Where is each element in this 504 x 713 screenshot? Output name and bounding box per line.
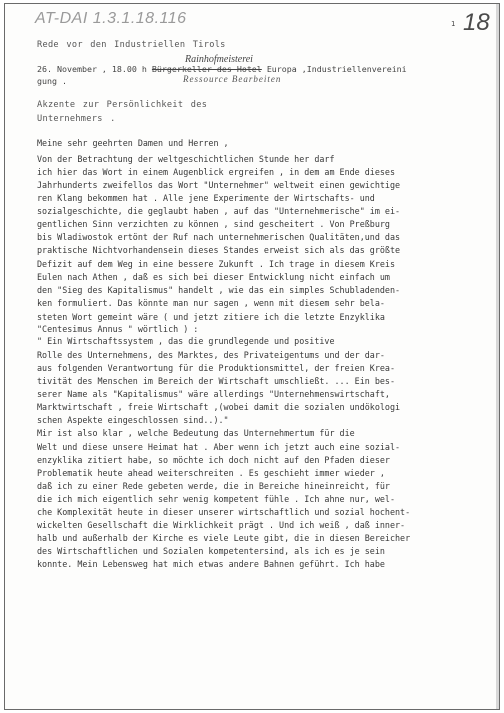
- body-line: Meine sehr geehrten Damen und Herren ,: [37, 138, 229, 148]
- dateline-continued: gung .: [37, 76, 67, 86]
- body-line: steten Wort gemeint wäre ( und jetzt zitiere ich die letzte Enzyklika: [37, 312, 385, 322]
- body-line: Mir ist also klar , welche Bedeutung das Unternehmertum für die: [37, 428, 355, 438]
- page-number-handwritten: 18: [463, 9, 490, 36]
- dateline-date: 26. November , 18.00 h: [37, 64, 147, 74]
- body-line: die ich mich eigentlich sehr wenig kompetent fühle . Ich ahne nur, wel-: [37, 494, 395, 504]
- body-line: ich hier das Wort in einem Augenblick ergreifen , in dem am Ende dieses: [37, 167, 395, 177]
- body-line: Welt und diese unsere Heimat hat . Aber wenn ich jetzt auch eine sozial-: [37, 442, 401, 452]
- dateline: [37, 64, 407, 74]
- document-page: [4, 3, 500, 710]
- body-line: sozialgeschichte, die geglaubt haben , auf das "Unternehmerische" im ei-: [37, 206, 401, 216]
- body-line: ren Klang bekommen hat . Alle jene Experimente der Wirtschafts- und: [37, 193, 375, 203]
- body-line: che Komplexität heute in dieser unserer wirtschaftlich und sozial hochent-: [37, 507, 411, 517]
- body-line: ken formuliert. Das könnte man nur sagen , wenn mit diesem sehr bela-: [37, 298, 385, 308]
- dateline-struck-text: Bürgerkeller des Hotel: [151, 64, 262, 74]
- page-number-typed: 1: [451, 20, 456, 28]
- body-line: tivität des Menschen im Bereich der Wirtschaft umschließt. ... Ein bes-: [37, 376, 395, 386]
- body-line: aus folgenden Verantwortung für die Produktionsmittel, der freien Krea-: [37, 363, 395, 373]
- body-line: Marktwirtschaft , freie Wirtschaft ,(wobei damit die sozialen undökologi: [37, 402, 401, 412]
- body-line: serer Name als "Kapitalismus" wäre allerdings "Unternehmenswirtschaft,: [37, 389, 390, 399]
- body-line: " Ein Wirtschaftssystem , das die grundlegende und positive: [37, 336, 335, 346]
- body-line: daß ich zu einer Rede gebeten werde, die in Bereiche hineinreicht, für: [37, 481, 390, 491]
- subtitle-line-1: Akzente zur Persönlichkeit des: [37, 100, 208, 110]
- body-line: Rolle des Unternehmens, des Marktes, des Privateigentums und der dar-: [37, 350, 385, 360]
- handwritten-note-bottom: Ressource Bearbeiten: [183, 74, 282, 84]
- body-line: des Wirtschaftlichen und Sozialen kompetentersind, als ich es je sein: [37, 546, 385, 556]
- body-line: Jahrhunderts zweifellos das Wort "Unternehmer" weltweit einen gewichtige: [37, 180, 401, 190]
- body-line: bis Wladiwostok ertönt der Ruf nach unternehmerischen Qualitäten,und das: [37, 232, 401, 242]
- body-line: konnte. Mein Lebensweg hat mich etwas andere Bahnen geführt. Ich habe: [37, 559, 385, 569]
- body-line: "Centesimus Annus " wörtlich ) :: [37, 324, 199, 334]
- body-line: Defizit auf dem Weg in eine bessere Zukunft . Ich trage in diesem Kreis: [37, 259, 395, 269]
- body-line: Problematik heute ahead weiterschreiten . Es geschieht immer wieder ,: [37, 468, 385, 478]
- body-line: enzyklika zitiert habe, so möchte ich doch nicht auf den Pfaden dieser: [37, 455, 390, 465]
- dateline-venue: Europa ,Industriellenvereini: [266, 64, 407, 74]
- body-line: schen Aspekte eingeschlossen sind..).": [37, 415, 229, 425]
- page-edge: [496, 4, 499, 709]
- subtitle-line-2: Unternehmers .: [37, 114, 116, 124]
- archive-reference: AT-DAI 1.3.1.18.116: [35, 10, 187, 27]
- body-line: wickelten Gesellschaft die Wirklichkeit prägt . Und ich weiß , daß inner-: [37, 520, 406, 530]
- speech-title: Rede vor den Industriellen Tirols: [37, 40, 226, 50]
- body-line: praktische Nichtvorhandensein dieses Standes erweist sich als das größte: [37, 245, 401, 255]
- handwritten-note-top: Rainhofmeisterei: [185, 54, 253, 65]
- body-line: halb und außerhalb der Kirche es viele Leute gibt, die in diesen Bereicher: [37, 533, 411, 543]
- body-line: den "Sieg des Kapitalismus" handelt , wie das ein simples Schubladenden-: [37, 285, 401, 295]
- body-line: gentlichen Sinn verzichten zu können , sind gescheitert . Von Preßburg: [37, 219, 390, 229]
- body-line: Von der Betrachtung der weltgeschichtlichen Stunde her darf: [37, 154, 335, 164]
- body-line: Eulen nach Athen , daß es sich bei dieser Entwicklung nicht einfach um: [37, 272, 390, 282]
